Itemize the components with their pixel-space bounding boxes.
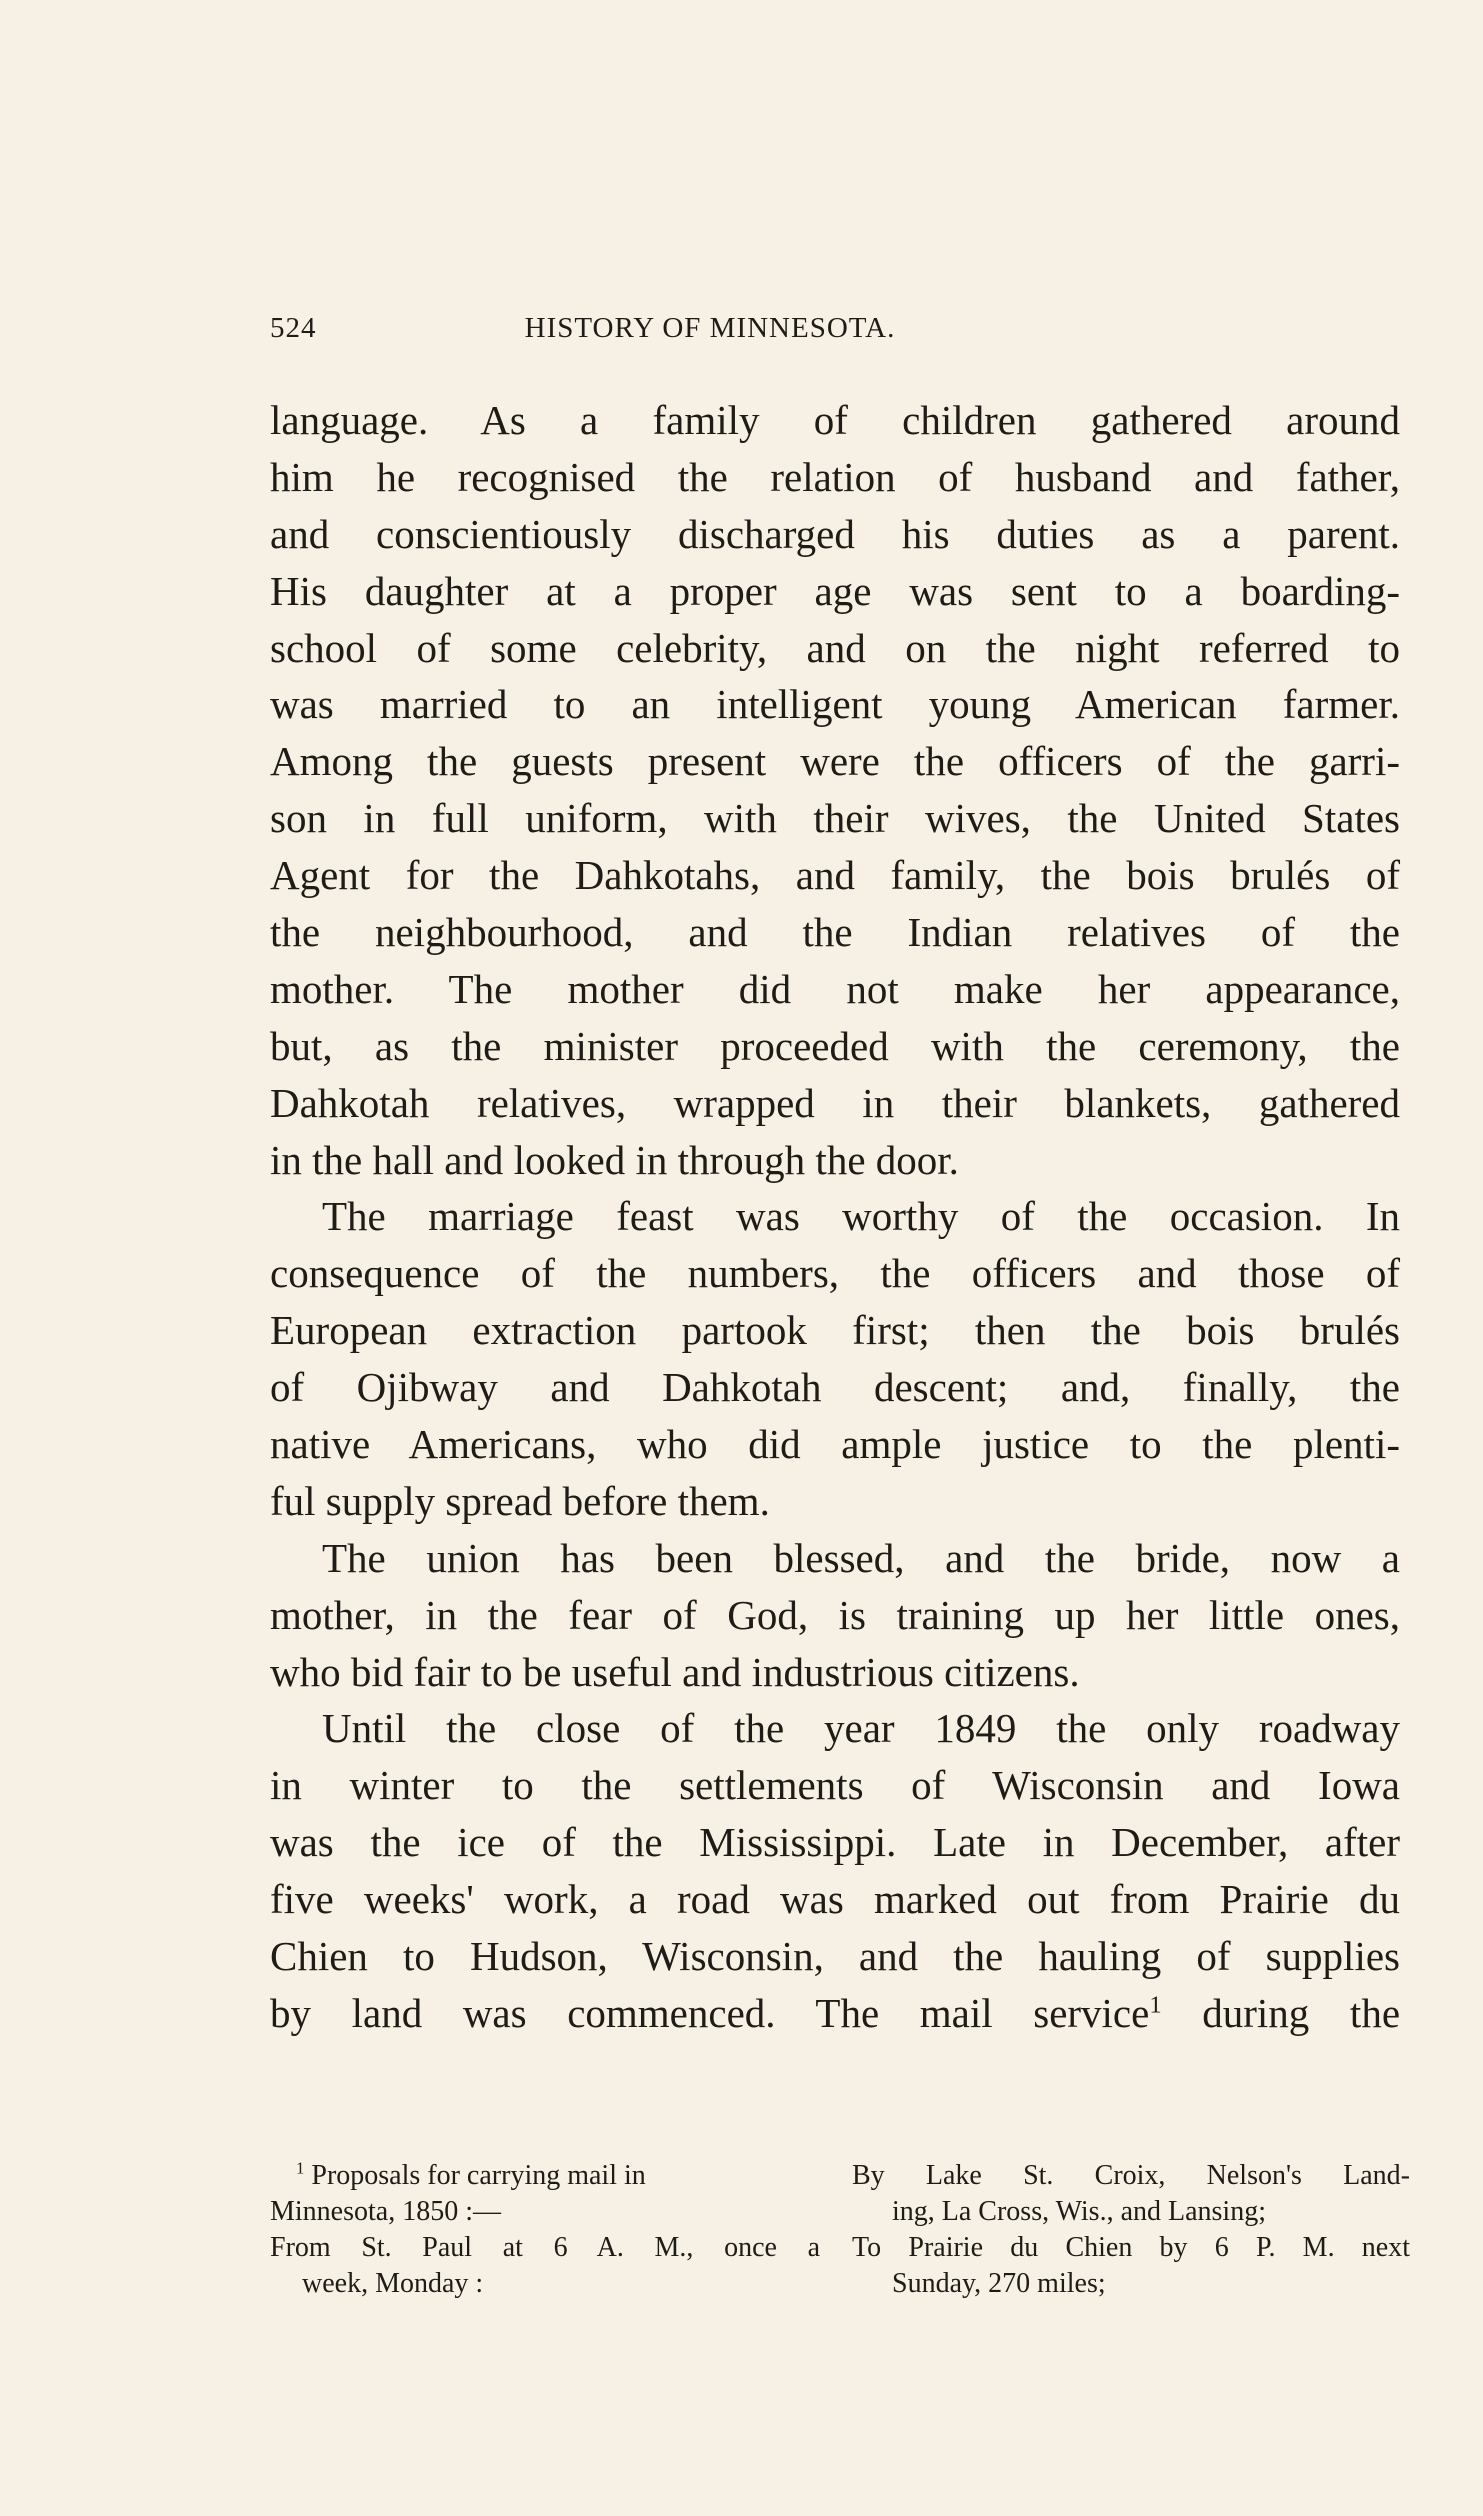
text-line: mother. The mother did not make her appearance, xyxy=(270,965,1400,1012)
footnote-line: Minnesota, 1850 :— xyxy=(270,2196,501,2227)
footnote-line xyxy=(270,2158,820,2194)
text-fragment: during the xyxy=(1202,1989,1401,2036)
text-line: European extraction partook first; then the bois brulés xyxy=(270,1307,1400,1354)
footnote-line: By Lake St. Croix, Nelson's Land- xyxy=(852,2160,1410,2191)
text-line: of Ojibway and Dahkotah descent; and, finally, the xyxy=(270,1364,1400,1411)
text-line: and conscientiously discharged his duties as a parent. xyxy=(270,510,1400,557)
text-line: language. As a family of children gathered around xyxy=(270,397,1400,443)
text-line: the neighbourhood, and the Indian relatives of the xyxy=(270,909,1400,956)
text-line: five weeks' work, a road was marked out from Prairie du xyxy=(270,1876,1400,1923)
text-line-with-footnote xyxy=(270,1985,1400,2042)
text-line: The marriage feast was worthy of the occasion. In xyxy=(322,1193,1400,1240)
text-fragment: by land was commenced. The mail service xyxy=(270,1989,1150,2036)
running-head xyxy=(270,312,1150,352)
footnote xyxy=(270,2158,1410,2298)
text-line: him he recognised the relation of husband and father, xyxy=(270,453,1400,500)
page-number: 524 xyxy=(270,312,317,344)
text-line: son in full uniform, with their wives, the United States xyxy=(270,795,1400,842)
text-line: The union has been blessed, and the bride, now a xyxy=(322,1534,1400,1581)
text-line: ful supply spread before them. xyxy=(270,1477,770,1524)
footnote-left-column xyxy=(270,2158,820,2302)
footnote-marker: 1 xyxy=(296,2158,305,2178)
footnote-line: Sunday, 270 miles; xyxy=(892,2268,1106,2299)
text-line: native Americans, who did ample justice to the plenti- xyxy=(270,1421,1400,1468)
running-title: HISTORY OF MINNESOTA. xyxy=(524,312,896,344)
text-line: was married to an intelligent young American farmer. xyxy=(270,681,1400,728)
text-line: His daughter at a proper age was sent to a boarding- xyxy=(270,567,1400,614)
footnote-text: Proposals for carrying mail in xyxy=(311,2160,646,2191)
text-line: consequence of the numbers, the officers and those of xyxy=(270,1250,1400,1297)
text-line: who bid fair to be useful and industrious citizens. xyxy=(270,1648,1080,1695)
body-text xyxy=(270,392,1400,2042)
footnote-reference[interactable]: 1 xyxy=(1149,1991,1162,2019)
footnote-line: From St. Paul at 6 A. M., once a xyxy=(270,2232,820,2263)
footnote-line: week, Monday : xyxy=(302,2268,484,2299)
text-line: Chien to Hudson, Wisconsin, and the hauling of supplies xyxy=(270,1933,1400,1980)
text-line: Dahkotah relatives, wrapped in their blankets, gathered xyxy=(270,1079,1400,1126)
text-line: but, as the minister proceeded with the ceremony, the xyxy=(270,1022,1400,1069)
footnote-line: To Prairie du Chien by 6 P. M. next xyxy=(852,2232,1410,2263)
text-line: Agent for the Dahkotahs, and family, the bois brulés of xyxy=(270,852,1400,899)
text-line: Until the close of the year 1849 the only roadway xyxy=(322,1705,1400,1752)
text-line: mother, in the fear of God, is training up her little ones, xyxy=(270,1591,1400,1638)
text-line: in the hall and looked in through the door. xyxy=(270,1136,959,1183)
text-line: in winter to the settlements of Wisconsin and Iowa xyxy=(270,1762,1400,1809)
text-line: school of some celebrity, and on the night referred to xyxy=(270,624,1400,671)
footnote-right-column xyxy=(852,2158,1410,2302)
text-line: Among the guests present were the officers of the garri- xyxy=(270,738,1400,785)
text-line: was the ice of the Mississippi. Late in December, after xyxy=(270,1819,1400,1866)
footnote-line: ing, La Cross, Wis., and Lansing; xyxy=(892,2196,1266,2227)
